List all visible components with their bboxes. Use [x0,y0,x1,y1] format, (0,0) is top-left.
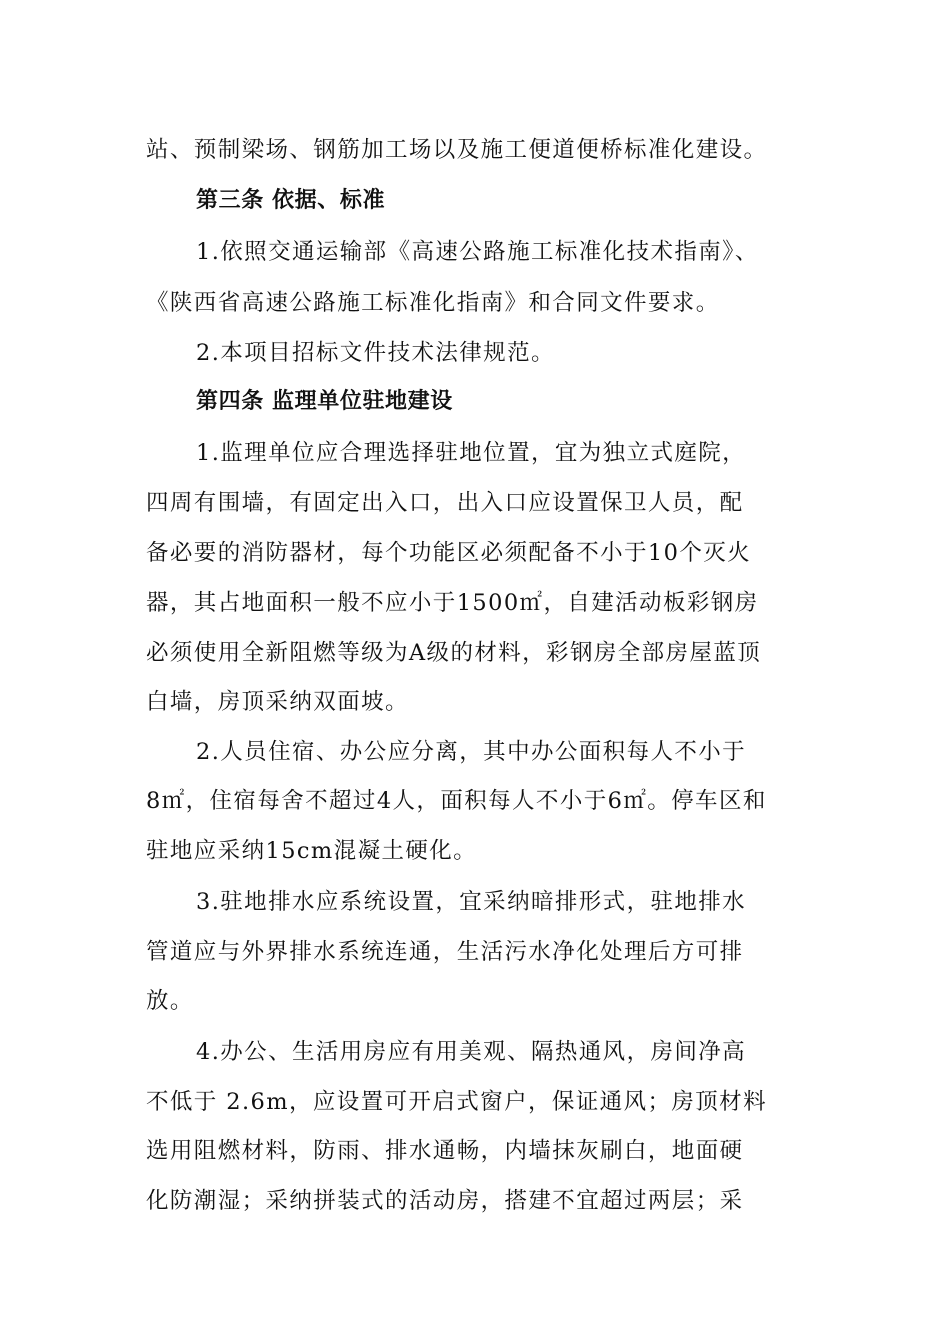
text-line: 选用阻燃材料，防雨、排水通畅，内墙抹灰刷白，地面硬 [146,1138,744,1164]
text-line: 管道应与外界排水系统连通，生活污水净化处理后方可排 [146,939,744,965]
text-line: 1.监理单位应合理选择驻地位置，宜为独立式庭院， [196,440,747,466]
text-line: 放。 [146,988,194,1014]
text-line: 不低于 2.6m，应设置可开启式窗户，保证通风；房顶材料 [146,1089,767,1115]
text-line: 2.本项目招标文件技术法律规范。 [196,340,555,366]
section-heading: 第三条 依据、标准 [196,188,386,213]
text-line: 3.驻地排水应系统设置，宜采纳暗排形式，驻地排水 [196,889,747,915]
text-line: 8㎡，住宿每舍不超过4人，面积每人不小于6㎡。停车区和 [146,788,767,814]
text-line: 站、预制梁场、钢筋加工场以及施工便道便桥标准化建设。 [146,137,768,163]
text-line: 备必要的消防器材，每个功能区必须配备不小于10个灭火 [146,540,752,566]
text-line: 4.办公、生活用房应有用美观、隔热通风，房间净高 [196,1039,747,1065]
text-line: 1.依照交通运输部《高速公路施工标准化技术指南》、 [196,239,759,265]
text-line: 2.人员住宿、办公应分离，其中办公面积每人不小于 [196,739,747,765]
text-line: 必须使用全新阻燃等级为A级的材料，彩钢房全部房屋蓝顶 [146,640,762,666]
text-line: 白墙，房顶采纳双面坡。 [146,689,409,715]
text-line: 《陕西省高速公路施工标准化指南》和合同文件要求。 [146,290,720,316]
text-line: 器，其占地面积一般不应小于1500㎡，自建活动板彩钢房 [146,590,759,616]
text-line: 驻地应采纳15cm混凝土硬化。 [146,838,478,864]
text-line: 四周有围墙，有固定出入口，出入口应设置保卫人员，配 [146,490,744,516]
text-line: 化防潮湿；采纳拼装式的活动房，搭建不宜超过两层；采 [146,1188,744,1214]
section-heading: 第四条 监理单位驻地建设 [196,389,453,414]
